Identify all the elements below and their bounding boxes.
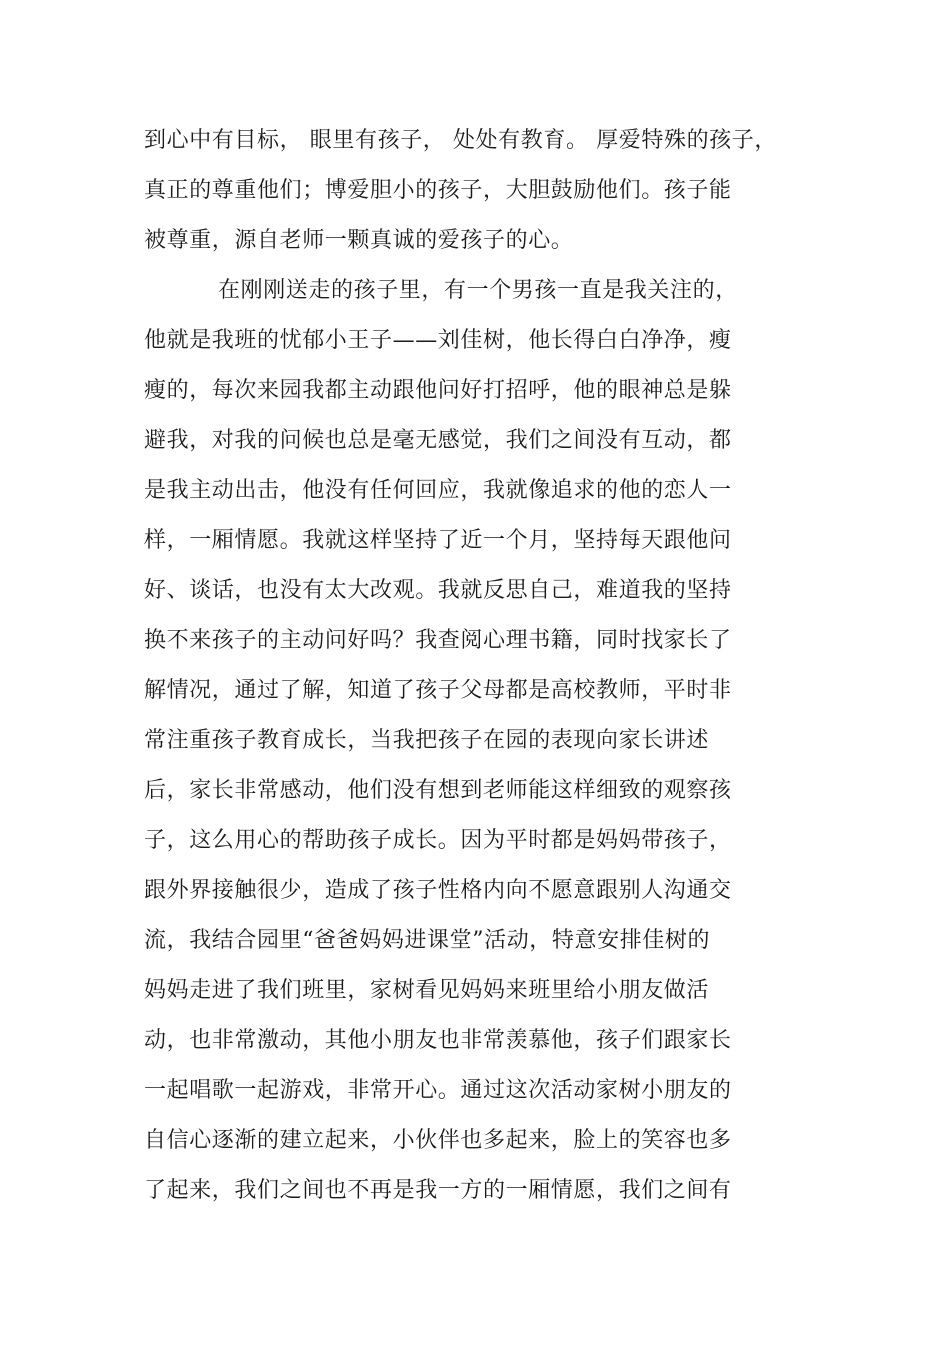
text-line: 自信心逐渐的建立起来，小伙伴也多起来，脸上的笑容也多 [144,1128,732,1153]
paragraph-start-line: 在刚刚送走的孩子里，有一个男孩一直是我关注的， [218,278,738,303]
text-line: 到心中有目标， 眼里有孩子， 处处有教育。 厚爱特殊的孩子， [144,128,777,153]
text-line: 换不来孩子的主动问好吗？我查阅心理书籍，同时找家长了 [144,628,732,653]
text-line: 流，我结合园里“爸爸妈妈进课堂”活动，特意安排佳树的 [144,928,711,953]
text-line: 瘦的，每次来园我都主动跟他问好打招呼，他的眼神总是躲 [144,378,732,403]
text-line: 样，一厢情愿。我就这样坚持了近一个月，坚持每天跟他问 [144,528,732,553]
text-line: 好、谈话，也没有太大改观。我就反思自己，难道我的坚持 [144,578,732,603]
text-line: 是我主动出击，他没有任何回应，我就像追求的他的恋人一 [144,478,732,503]
text-line: 妈妈走进了我们班里，家树看见妈妈来班里给小朋友做活 [144,978,710,1003]
text-line: 了起来，我们之间也不再是我一方的一厢情愿，我们之间有 [144,1178,732,1203]
text-line: 动，也非常激动，其他小朋友也非常羡慕他，孩子们跟家长 [144,1028,732,1053]
text-line: 跟外界接触很少，造成了孩子性格内向不愿意跟别人沟通交 [144,878,732,903]
text-line: 真正的尊重他们；博爱胆小的孩子，大胆鼓励他们。孩子能 [144,178,732,203]
text-line: 子，这么用心的帮助孩子成长。因为平时都是妈妈带孩子， [144,828,732,853]
body-text [144,116,804,1216]
text-line: 被尊重，源自老师一颗真诚的爱孩子的心。 [144,228,574,253]
text-line: 一起唱歌一起游戏，非常开心。通过这次活动家树小朋友的 [144,1078,732,1103]
text-line: 后，家长非常感动，他们没有想到老师能这样细致的观察孩 [144,778,732,803]
text-line: 避我，对我的问候也总是毫无感觉，我们之间没有互动，都 [144,428,732,453]
text-line: 解情况，通过了解，知道了孩子父母都是高校教师，平时非 [144,678,732,703]
text-line: 常注重孩子教育成长，当我把孩子在园的表现向家长讲述 [144,728,710,753]
text-line: 他就是我班的忧郁小王子——刘佳树，他长得白白净净，瘦 [144,328,732,353]
